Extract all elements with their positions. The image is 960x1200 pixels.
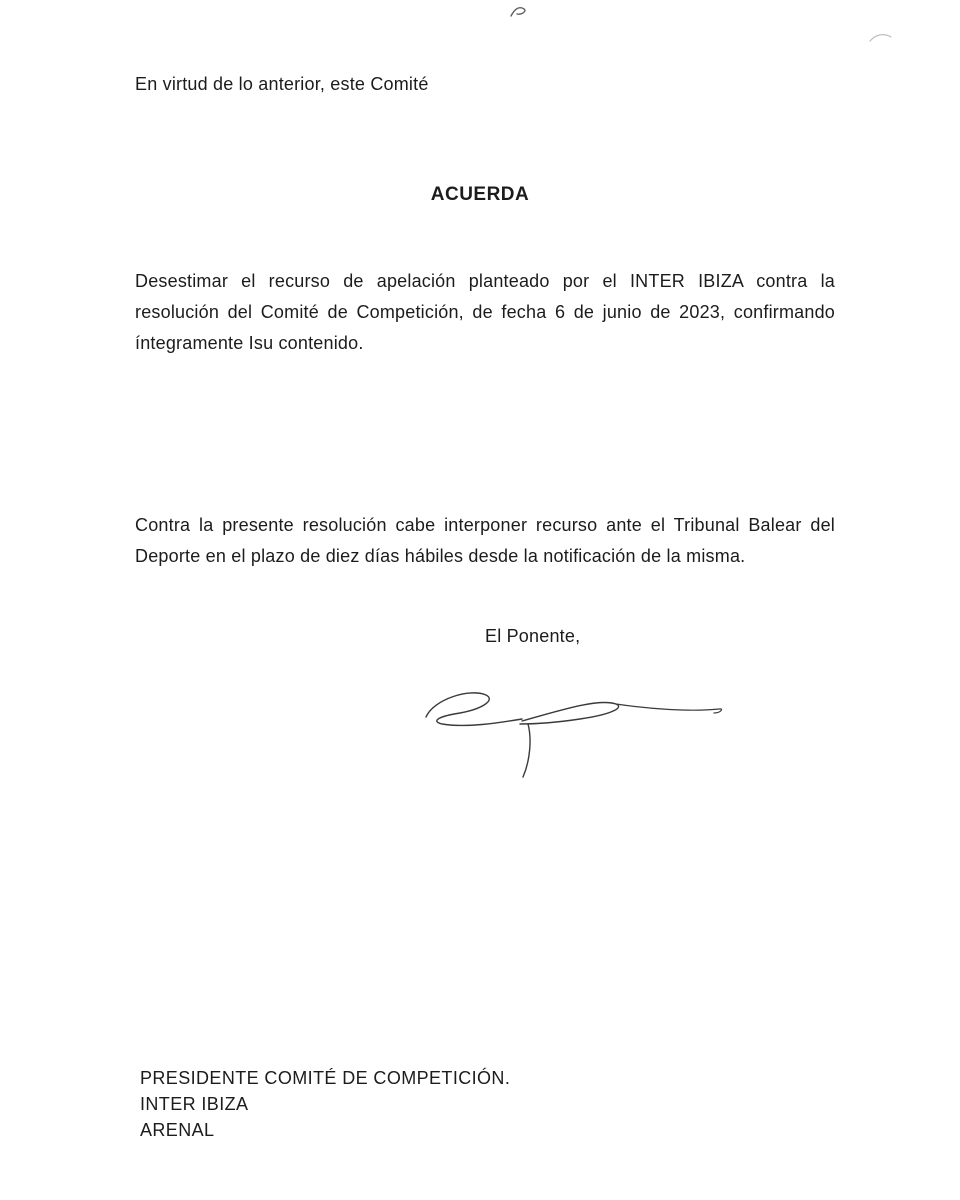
appeal-notice-paragraph: Contra la presente resolución cabe interponer recurso ante el Tribunal Balear del Deporte en el plazo de diez días hábiles desde la notificación de la misma. [135,515,835,566]
signer-label: El Ponente, [485,626,581,646]
handwritten-signature [418,683,733,783]
scan-artifact-icon [868,30,894,51]
ruling-paragraph: Desestimar el recurso de apelación planteado por el INTER IBIZA contra la resolución del Comité de Competición, de fecha 6 de junio de 2023, confirmando íntegramente Isu contenido. [135,271,835,353]
scan-artifact-icon [508,2,532,25]
footer-block [140,1065,510,1143]
footer-line-arenal: ARENAL [140,1120,215,1140]
footer-line-club: INTER IBIZA [140,1094,249,1114]
acuerda-heading: ACUERDA [430,184,530,205]
footer-line-president: PRESIDENTE COMITÉ DE COMPETICIÓN. [140,1068,511,1088]
intro-line: En virtud de lo anterior, este Comité [135,74,429,94]
